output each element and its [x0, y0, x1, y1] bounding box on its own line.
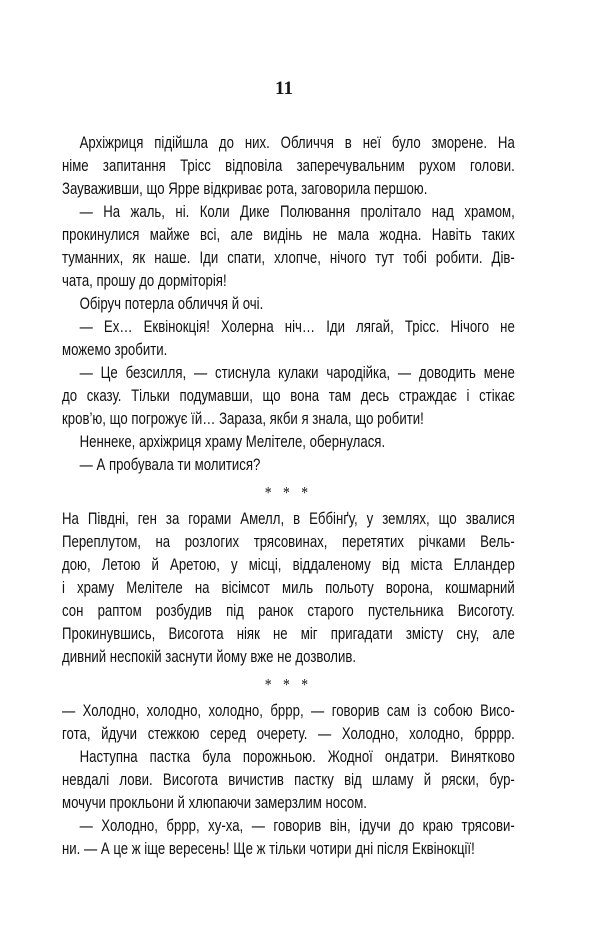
- section-separator: * * *: [264, 675, 312, 694]
- text-line: Наступна пастка була порожньою. Жодної ондатри. Винятково: [79, 748, 515, 766]
- text-line: і храму Мелітеле на вісімсот миль польоту ворона, кошмарний: [62, 579, 515, 597]
- paragraph: [62, 454, 515, 477]
- text-line: Зауваживши, що Ярре відкриває рота, заговорила першою.: [62, 180, 428, 198]
- paragraph: [62, 316, 515, 362]
- paragraph: [62, 362, 515, 431]
- text-line: гота, йдучи стежкою серед очерету. — Холодно, холодно, брррр.: [62, 725, 515, 743]
- text-line: — Холодно, бррр, ху-ха, — говорив він, ідучи до краю трясови-: [79, 817, 515, 835]
- text-line: Обіруч потерла обличчя й очі.: [79, 295, 264, 313]
- page-number: 11: [275, 78, 293, 99]
- text-line: — Холодно, холодно, холодно, бррр, — говорив сам із собою Висо-: [62, 702, 515, 720]
- text-line: чата, прошу до дорміторія!: [62, 272, 227, 290]
- text-line: — На жаль, ні. Коли Дике Полювання пролітало над храмом,: [79, 203, 515, 221]
- paragraph: [62, 431, 515, 454]
- text-line: — Це безсилля, — стиснула кулаки чародійка, — доводить мене: [79, 364, 515, 382]
- paragraph: [62, 700, 515, 769]
- text-line: до сказу. Тільки подумавши, що вона там десь страждає і стікає: [62, 387, 515, 405]
- body-text: [62, 132, 515, 861]
- text-line: — А пробувала ти молитися?: [79, 456, 261, 474]
- text-line: кров’ю, що погрожує їй… Зараза, якби я знала, що робити!: [62, 410, 424, 428]
- text-line: прокинулися майже всі, але видінь не мала жодна. Навіть таких: [62, 226, 515, 244]
- text-line: можемо зробити.: [62, 341, 168, 359]
- text-line: туманних, як наше. Іди спати, хлопче, нічого тут тобі робити. Дів-: [62, 249, 515, 267]
- paragraph: [62, 132, 515, 201]
- text-line: невдалі лови. Висогота вичистив пастку від шламу й ряски, бур-: [62, 771, 515, 789]
- text-line: Переплутом, на розлогих трясовинах, перетятих річками Вель-: [62, 533, 515, 551]
- text-line: німе запитання Трісс відповіла заперечувальним рухом голови.: [62, 157, 515, 175]
- text-line: На Півдні, ген за горами Амелл, в Еббінґу, у землях, що звалися: [62, 510, 515, 528]
- text-line: дою, Летою й Аретою, у місці, віддаленому від міста Елландер: [62, 556, 515, 574]
- text-line: Архіжриця підійшла до них. Обличчя в неї було зморене. На: [79, 134, 515, 152]
- section-separator: * * *: [264, 483, 312, 502]
- paragraph: [62, 293, 515, 316]
- text-line: Неннеке, архіжриця храму Мелітеле, обернулася.: [79, 433, 386, 451]
- paragraph: [62, 769, 515, 815]
- text-line: ни. — А це ж іще вересень! Ще ж тільки чотири дні після Еквінокції!: [62, 840, 475, 858]
- paragraph: [62, 815, 515, 861]
- text-line: — Ех… Еквінокція! Холерна ніч… Іди лягай, Трісс. Нічого не: [79, 318, 515, 336]
- text-line: сон раптом розбудив під ранок старого пустельника Висоготу.: [62, 602, 515, 620]
- text-line: мочучи прокльони й хлюпаючи замерзлим носом.: [62, 794, 367, 812]
- paragraph: [62, 201, 515, 293]
- text-line: дивний неспокій заснути йому вже не дозволив.: [62, 648, 357, 666]
- paragraph: [62, 508, 515, 669]
- text-line: Прокинувшись, Висогота ніяк не міг пригадати змісту сну, але: [62, 625, 515, 643]
